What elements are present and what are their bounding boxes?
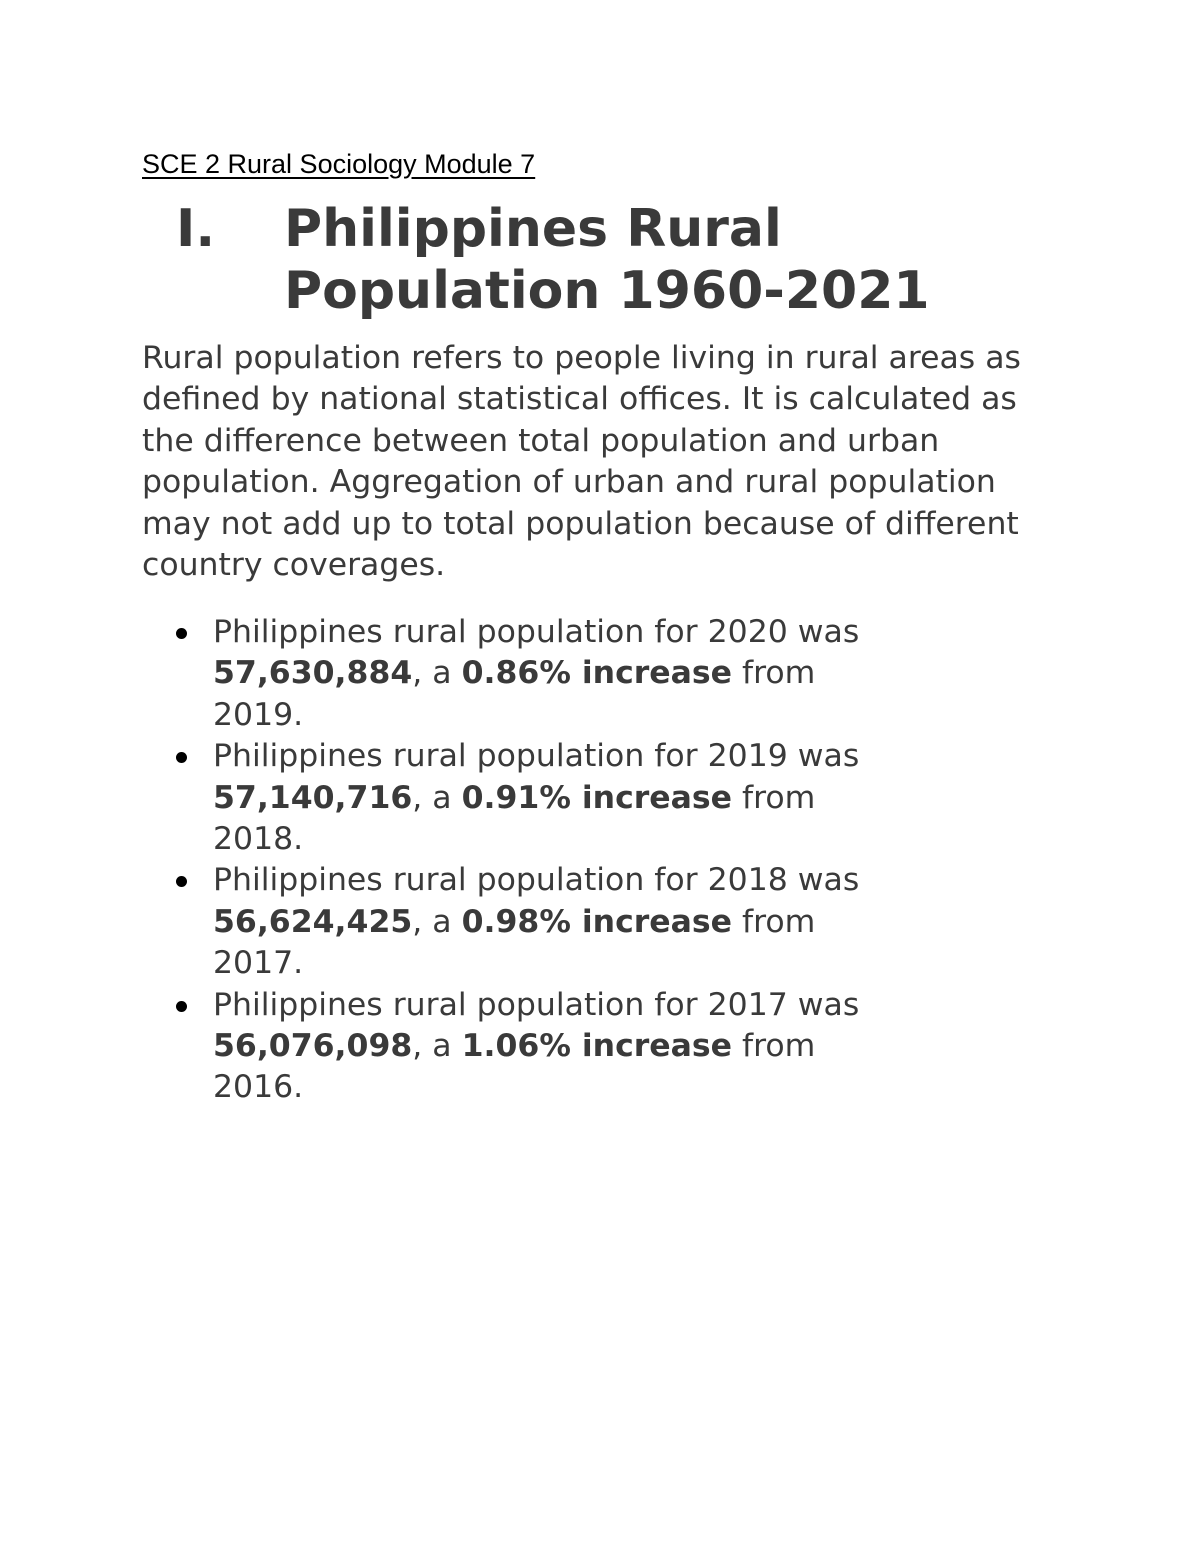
percent-change: 1.06% increase <box>461 1028 733 1065</box>
bullet-lead-text: Philippines rural population for 2018 was <box>213 862 860 899</box>
bullet-icon <box>176 752 187 763</box>
bullet-separator: , a <box>412 903 462 940</box>
bullet-icon <box>176 1001 187 1012</box>
module-title: SCE 2 Rural Sociology Module 7 <box>142 149 536 179</box>
list-item <box>142 612 893 736</box>
bullet-separator: , a <box>412 1028 462 1065</box>
bullet-lead-text: Philippines rural population for 2017 was <box>213 986 860 1023</box>
population-bullet-list <box>142 612 1042 1109</box>
percent-change: 0.86% increase <box>461 655 733 692</box>
percent-change: 0.91% increase <box>461 779 733 816</box>
intro-paragraph: Rural population refers to people living in rural areas as defined by national statistical offices. It is calculated as the difference between total population and urban population. Aggregation of urban and rural population may not add up to total population because of different country coverages. <box>142 340 1021 584</box>
population-value: 56,624,425 <box>213 903 413 940</box>
bullet-icon <box>176 876 187 887</box>
population-value: 57,140,716 <box>213 779 413 816</box>
section-title: Philippines Rural Population 1960-2021 <box>284 199 930 321</box>
bullet-icon <box>176 628 187 639</box>
bullet-separator: , a <box>412 655 462 692</box>
list-item <box>142 736 893 860</box>
percent-change: 0.98% increase <box>461 903 733 940</box>
bullet-separator: , a <box>412 779 462 816</box>
bullet-lead-text: Philippines rural population for 2020 was <box>213 614 860 650</box>
bullet-tail-text: from 2017. <box>213 903 816 982</box>
population-value: 56,076,098 <box>213 1028 413 1065</box>
bullet-tail-text: from 2019. <box>213 655 816 733</box>
bullet-lead-text: Philippines rural population for 2019 was <box>213 738 860 775</box>
list-item <box>142 860 893 984</box>
section-numeral: I. <box>176 199 216 259</box>
list-item <box>142 985 893 1109</box>
bullet-tail-text: from 2018. <box>213 779 816 858</box>
population-value: 57,630,884 <box>213 655 413 692</box>
bullet-tail-text: from 2016. <box>213 1028 816 1106</box>
